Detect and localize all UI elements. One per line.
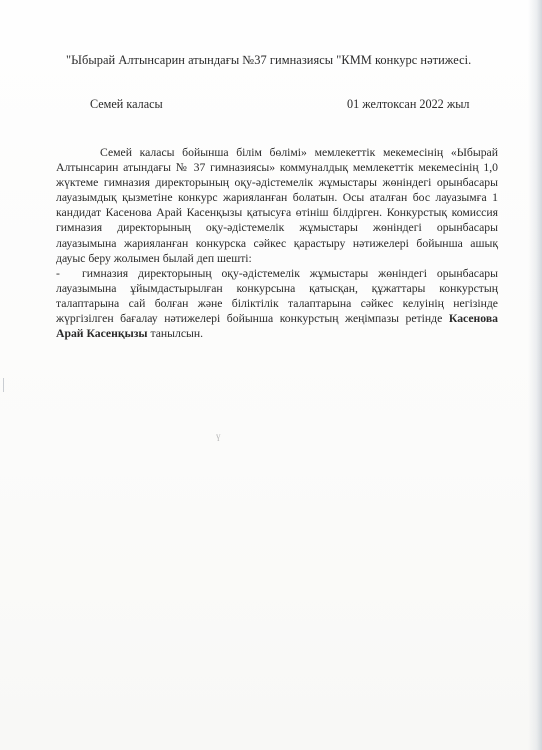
decision-item — [56, 266, 498, 341]
paragraph-main: Семей каласы бойынша білім бөлімі» мемлекеттік мекемесінің «Ыбырай Алтынсарин атындағы № 37 гимназиясы» коммуналдық мемлекеттік мекемесінің 1,0 жүктеме гимназия директорының оқу-әдістемелік жұмыстары жөніндегі орынбасары лауазымдық қызметіне конкурс жарияланған болатын. Осы аталған бос лауазымға 1 кандидат Касенова Арай Касенқызы қатысуға өтініш білдірген. Конкурстық комиссия гимназия директорының оқу-әдістемелік жұмыстары жөніндегі орынбасары лауазымына жарияланған конкурска сәйкес қарастыру нәтижелері бойынша ашық дауыс беру жолымен былай деп шешті: — [56, 146, 498, 265]
winner-name: Касенова Арай Касенқызы — [56, 312, 498, 341]
document-place: Семей каласы — [90, 97, 163, 111]
stray-scan-mark: ү — [216, 431, 221, 441]
decision-text: гимназия директорының оқу-әдістемелік жұмыстары жөніндегі орынбасары лауазымына ұйымдастырылған конкурсына қатысқан, құжаттары конкурстың талаптарына сай болған және біліктілік талаптарына сәйкес келуінің негізінде жүргізілген бағалау нәтижелері бойынша конкурстың жеңімпазы ретінде — [56, 266, 498, 326]
document-title: "Ыбырай Алтынсарин атындағы №37 гимназиясы "КММ конкурс нәтижесі. — [66, 53, 472, 67]
document-body — [56, 145, 498, 341]
scan-artifact-line — [3, 378, 4, 392]
document-date: 01 желтоксан 2022 жыл — [347, 97, 470, 111]
list-dash: - — [56, 266, 60, 280]
decision-closing: танылсын. — [147, 327, 204, 341]
scan-shadow-edge — [528, 0, 542, 750]
